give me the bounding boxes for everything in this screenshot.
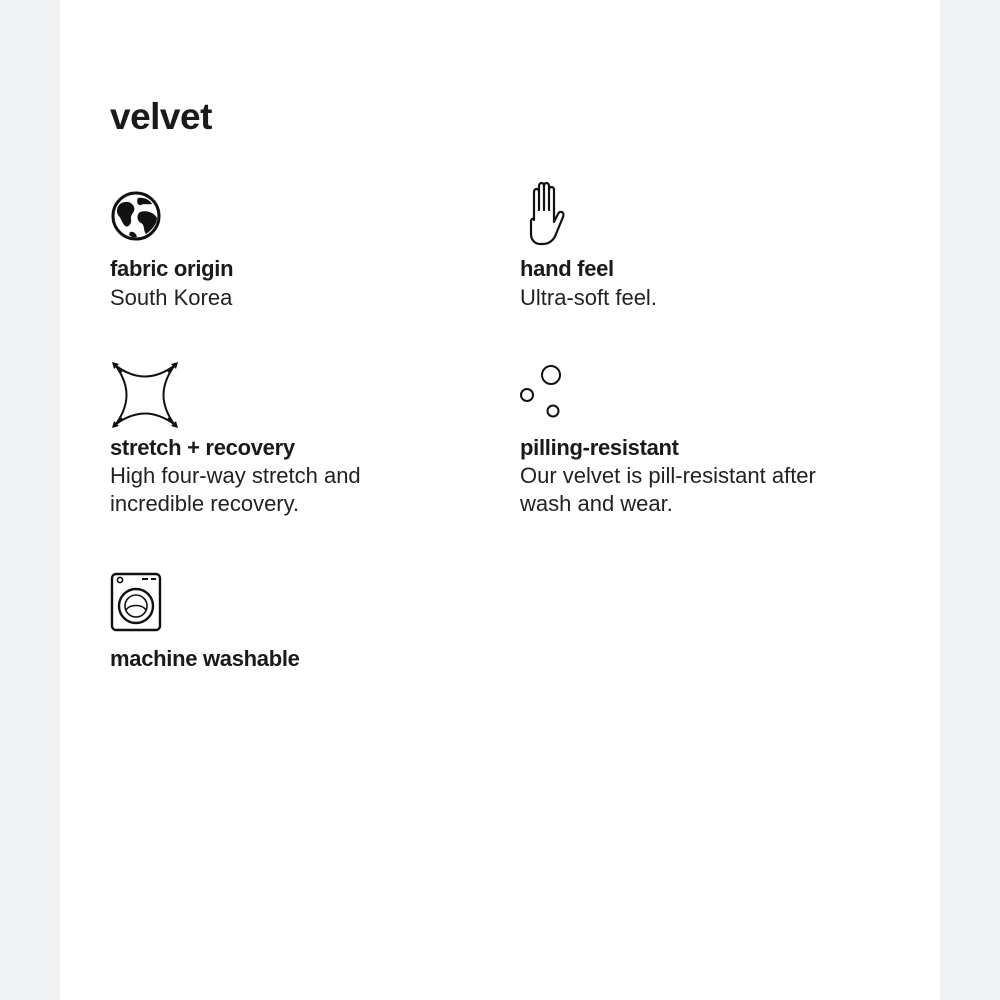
feature-label: pilling-resistant (520, 435, 679, 460)
hand-icon (520, 180, 568, 250)
feature-description: High four-way stretch and incredible recovery. (110, 463, 361, 516)
stretch-star-icon (110, 360, 180, 430)
feature-description: Our velvet is pill-resistant after wash and wear. (520, 463, 816, 516)
content-panel (60, 0, 940, 1000)
feature-label: hand feel (520, 256, 614, 281)
feature-label: stretch + recovery (110, 435, 295, 460)
feature-label: machine washable (110, 646, 300, 671)
feature-description: Ultra-soft feel. (520, 285, 657, 310)
feature-label: fabric origin (110, 256, 234, 281)
feature-description: South Korea (110, 285, 233, 310)
washing-machine-icon (110, 570, 164, 634)
page-title: velvet (110, 96, 212, 137)
bubbles-icon (520, 360, 580, 426)
globe-icon (110, 190, 162, 242)
